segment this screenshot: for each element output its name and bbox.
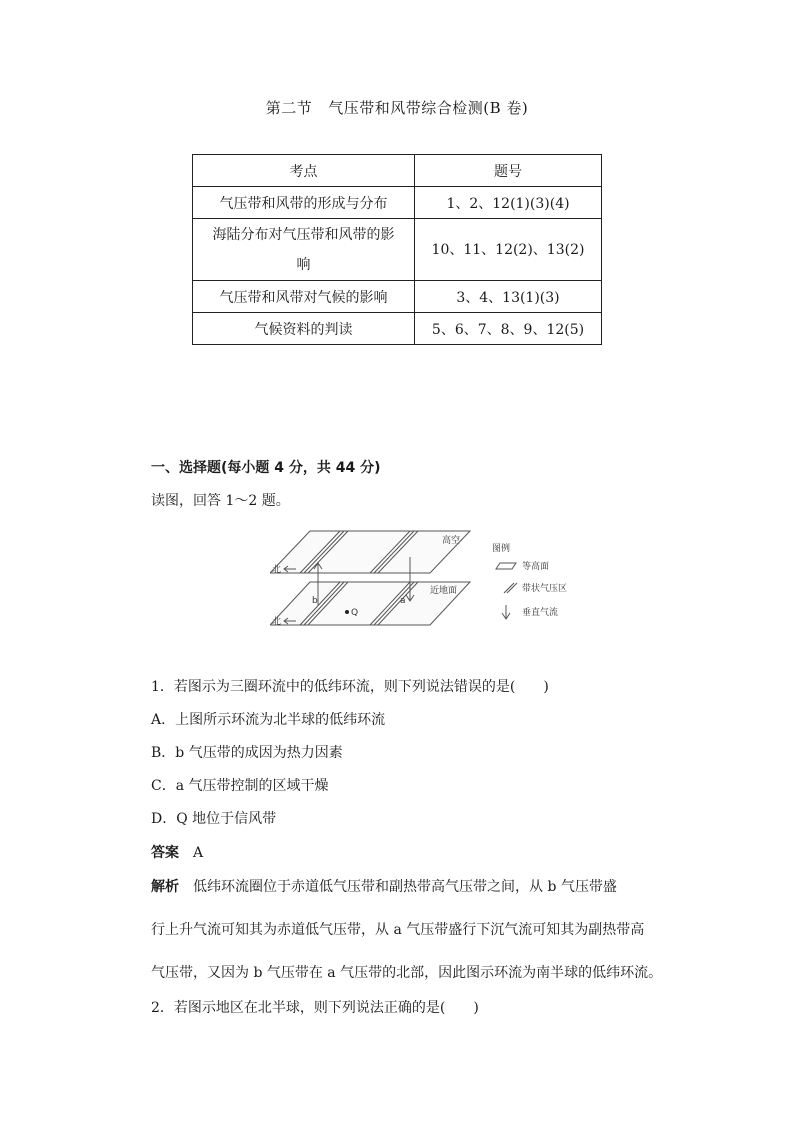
lower-plane-label: 近地面 <box>430 586 458 596</box>
table-row <box>193 313 602 345</box>
answer-line <box>151 842 203 862</box>
table-cell-topic-line: 响 <box>296 256 311 273</box>
table-header-row <box>193 155 602 187</box>
topic-question-table <box>192 154 602 345</box>
upper-plane-label: 高空 <box>442 536 461 546</box>
table-cell-questions: 5、6、7、8、9、12(5) <box>415 313 602 345</box>
upper-isobaric-plane <box>270 531 470 573</box>
analysis-line: 行上升气流可知其为赤道低气压带，从 a 气压带盛行下沉气流可知其为副热带高 <box>151 922 645 938</box>
analysis-label: 解析 <box>151 879 179 895</box>
section-name: 气压带和风带综合检测(B 卷) <box>328 99 529 117</box>
legend-item: 垂直气流 <box>522 608 559 618</box>
table-header-cell: 题号 <box>415 155 602 187</box>
answer-value: A <box>193 845 204 861</box>
north-label-upper: 北 <box>272 565 282 575</box>
option-c: C．a 气压带控制的区域干燥 <box>151 778 329 794</box>
band-label-b: b <box>312 596 318 606</box>
circulation-diagram <box>270 527 570 635</box>
analysis-line <box>151 876 617 896</box>
legend-item: 等高面 <box>522 562 550 572</box>
legend-item: 带状气压区 <box>522 584 568 594</box>
legend-title: 图例 <box>492 544 511 554</box>
band-label-a: a <box>400 596 406 606</box>
table-cell-topic: 气候资料的判读 <box>193 313 415 345</box>
option-a: A．上图所示环流为北半球的低纬环流 <box>151 712 386 728</box>
section-number: 第二节 <box>265 99 313 117</box>
table-cell-questions: 10、11、12(2)、13(2) <box>415 219 602 281</box>
table-cell-topic <box>193 219 415 281</box>
answer-label: 答案 <box>151 845 179 861</box>
question-2-stem: 2．若图示地区在北半球，则下列说法正确的是( ) <box>151 1000 479 1016</box>
point-q-marker <box>345 610 349 614</box>
table-cell-questions: 3、4、13(1)(3) <box>415 281 602 313</box>
table-cell-topic: 气压带和风带的形成与分布 <box>193 187 415 219</box>
analysis-text: 低纬环流圈位于赤道低气压带和副热带高气压带之间，从 b 气压带盛 <box>193 879 617 895</box>
table-cell-topic-line: 海陆分布对气压带和风带的影 <box>212 226 395 243</box>
table-row <box>193 219 602 281</box>
point-label-q: Q <box>351 608 359 618</box>
option-b: B．b 气压带的成因为热力因素 <box>151 745 343 761</box>
table-header-cell: 考点 <box>193 155 415 187</box>
intro-text: 读图，回答 1～2 题。 <box>151 493 290 509</box>
analysis-line: 气压带，又因为 b 气压带在 a 气压带的北部，因此图示环流为南半球的低纬环流。 <box>151 965 663 981</box>
page-title <box>0 97 794 118</box>
option-d: D．Q 地位于信风带 <box>151 811 277 827</box>
table-row <box>193 281 602 313</box>
table-row <box>193 187 602 219</box>
table-cell-topic: 气压带和风带对气候的影响 <box>193 281 415 313</box>
table-cell-questions: 1、2、12(1)(3)(4) <box>415 187 602 219</box>
north-label-lower: 北 <box>272 617 282 627</box>
legend-arrow-swatch <box>502 605 510 619</box>
legend-plane-swatch <box>496 563 516 569</box>
question-1-stem: 1．若图示为三圈环流中的低纬环流，则下列说法错误的是( ) <box>151 679 549 695</box>
section-heading: 一、选择题(每小题 4 分，共 44 分) <box>151 460 381 476</box>
